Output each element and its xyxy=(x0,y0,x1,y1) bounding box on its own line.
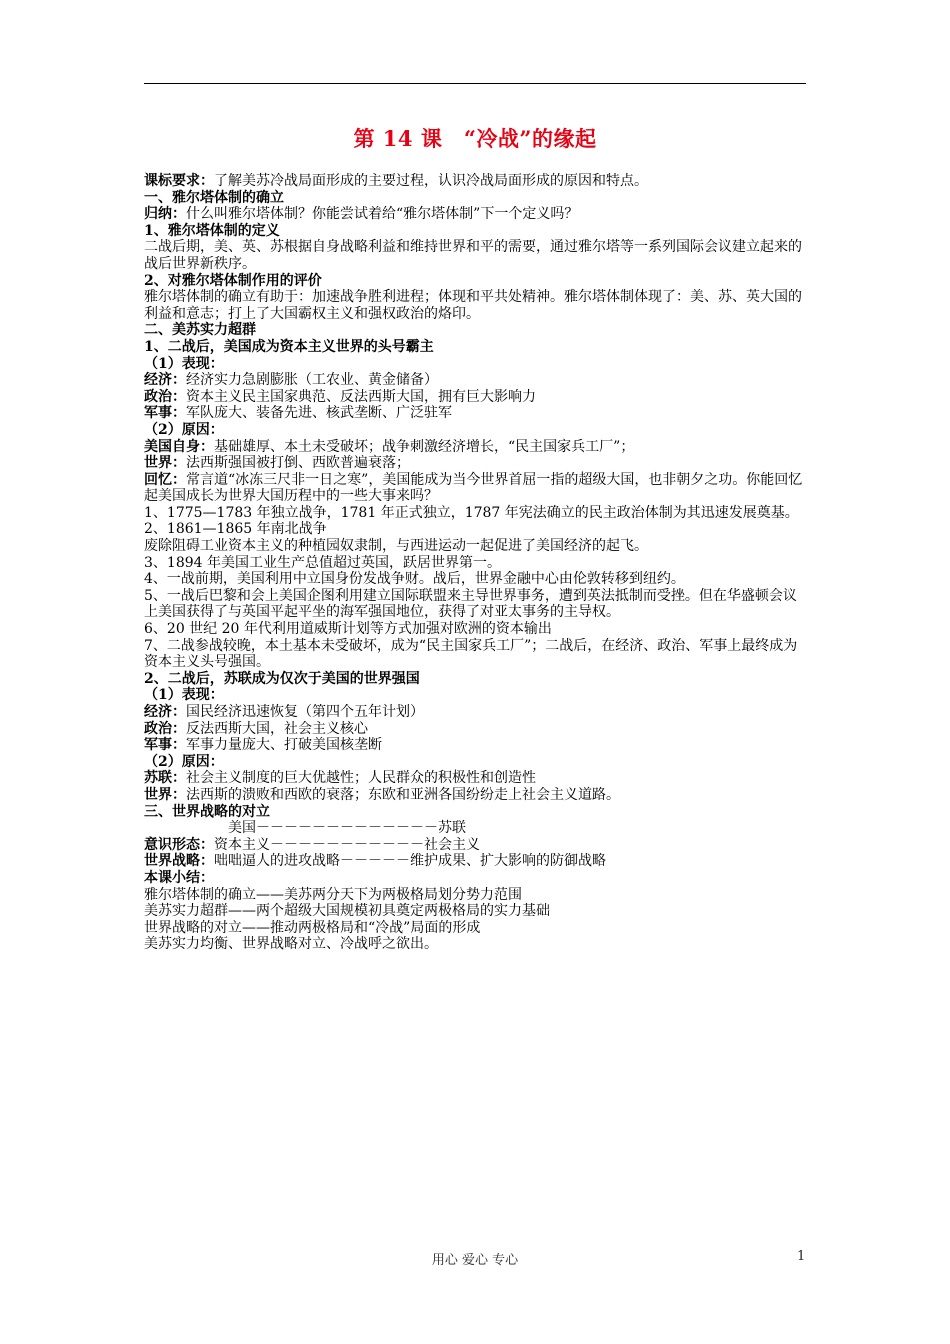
line-label: 归纳： xyxy=(144,206,186,223)
text-line xyxy=(144,239,808,272)
text-line xyxy=(144,206,808,223)
line-text: 5、一战后巴黎和会上美国企图利用建立国际联盟来主导世界事务，遭到英法抵制而受挫。但在华盛顿会议上美国获得了与英国平起平坐的海军强国地位，获得了对亚太事务的主导权。 xyxy=(144,587,797,621)
text-line xyxy=(144,571,808,588)
line-text: 美苏实力超群——两个超级大国规模初具奠定两极格局的实力基础 xyxy=(144,903,550,920)
line-label: 一、雅尔塔体制的确立 xyxy=(144,189,284,206)
text-line xyxy=(144,787,808,804)
text-line xyxy=(144,754,808,771)
line-text: 军队庞大、装备先进、核武垄断、广泛驻军 xyxy=(186,405,452,422)
line-text: 资本主义民主国家典范、反法西斯大国，拥有巨大影响力 xyxy=(186,388,536,405)
line-label: （1）表现： xyxy=(144,355,224,372)
text-line xyxy=(144,289,808,322)
line-label: 回忆： xyxy=(144,471,186,488)
line-text: 3、1894 年美国工业生产总值超过英国，跃居世界第一。 xyxy=(144,554,501,571)
text-line xyxy=(144,173,808,190)
line-label: 世界战略： xyxy=(144,853,214,870)
line-text: 咄咄逼人的进攻战略－－－－－维护成果、扩大影响的防御战略 xyxy=(214,853,606,870)
page-number: 1 xyxy=(797,1249,806,1264)
text-line xyxy=(144,422,808,439)
text-line xyxy=(144,555,808,572)
line-text: 法西斯的溃败和西欧的衰落；东欧和亚洲各国纷纷走上社会主义道路。 xyxy=(186,786,620,803)
line-label: 经济： xyxy=(144,704,186,720)
line-text: 法西斯强国被打倒、西欧普遍衰落； xyxy=(186,455,410,472)
text-line xyxy=(144,588,808,621)
line-text: 雅尔塔体制的确立有助于：加速战争胜利进程；体现和平共处精神。雅尔塔体制体现了：美、苏、英大国的利益和意志；打上了大国霸权主义和强权政治的烙印。 xyxy=(144,289,802,322)
text-line xyxy=(144,704,808,721)
text-line xyxy=(144,737,808,754)
line-label: 2、对雅尔塔体制作用的评价 xyxy=(144,272,322,289)
line-label: 2、二战后，苏联成为仅次于美国的世界强国 xyxy=(144,670,420,687)
line-label: （1）表现： xyxy=(144,687,224,704)
line-label: 世界： xyxy=(144,786,186,803)
text-line xyxy=(144,505,808,522)
text-line xyxy=(144,538,808,555)
text-line xyxy=(144,804,808,821)
page-title: 第 14 课 “冷战”的缘起 xyxy=(353,126,597,151)
line-label: 世界： xyxy=(144,455,186,472)
line-text: 废除阻碍工业资本主义的种植园奴隶制，与西进运动一起促进了美国经济的起飞。 xyxy=(144,538,648,555)
line-text: 7、二战参战较晚，本土基本未受破坏，成为“民主国家兵工厂”；二战后，在经济、政治、军事上最终成为资本主义头号强国。 xyxy=(144,637,798,671)
line-text: 二战后期，美、英、苏根据自身战略利益和维持世界和平的需要，通过雅尔塔等一系列国际会议建立起来的战后世界新秩序。 xyxy=(144,239,802,272)
line-text: 雅尔塔体制的确立——美苏两分天下为两极格局划分势力范围 xyxy=(144,886,522,903)
text-line xyxy=(144,621,808,638)
text-line xyxy=(144,853,808,870)
line-label: （2）原因： xyxy=(144,753,224,770)
text-line xyxy=(144,339,808,356)
text-line xyxy=(144,223,808,240)
text-line xyxy=(144,870,808,887)
line-text: 国民经济迅速恢复（第四个五年计划） xyxy=(186,704,424,720)
text-line xyxy=(144,405,808,422)
line-text: 反法西斯大国，社会主义核心 xyxy=(186,720,368,737)
line-label: 课标要求： xyxy=(144,173,214,189)
line-label: 美国自身： xyxy=(144,438,214,455)
text-line xyxy=(144,770,808,787)
text-line xyxy=(144,936,808,953)
text-line xyxy=(144,455,808,472)
line-text: 2、1861—1865 年南北战争 xyxy=(144,521,327,538)
line-label: 意识形态： xyxy=(144,836,214,853)
line-label: （2）原因： xyxy=(144,421,224,438)
text-line xyxy=(144,190,808,207)
line-text: 社会主义制度的巨大优越性；人民群众的积极性和创造性 xyxy=(186,770,536,787)
line-text: 资本主义－－－－－－－－－－－社会主义 xyxy=(214,836,480,853)
text-line xyxy=(144,837,808,854)
text-line xyxy=(144,322,808,339)
text-line xyxy=(144,273,808,290)
text-line xyxy=(144,903,808,920)
text-line xyxy=(144,521,808,538)
line-label: 政治： xyxy=(144,388,186,405)
line-text: 4、一战前期，美国利用中立国身份发战争财。战后，世界金融中心由伦敦转移到纽约。 xyxy=(144,571,685,588)
text-line xyxy=(144,721,808,738)
text-line xyxy=(144,372,808,389)
line-label: 二、美苏实力超群 xyxy=(144,322,256,339)
line-label: 军事： xyxy=(144,737,186,754)
line-text: 美苏实力均衡、世界战略对立、冷战呼之欲出。 xyxy=(144,936,438,953)
text-line xyxy=(144,687,808,704)
line-text: 什么叫雅尔塔体制？你能尝试着给“雅尔塔体制”下一个定义吗？ xyxy=(186,206,579,223)
line-text: 6、20 世纪 20 年代利用道威斯计划等方式加强对欧洲的资本输出 xyxy=(144,621,552,638)
line-label: 本课小结： xyxy=(144,869,214,886)
line-label: 三、世界战略的对立 xyxy=(144,803,270,820)
line-text: 美国－－－－－－－－－－－－－苏联 xyxy=(228,820,466,837)
line-text: 了解美苏冷战局面形成的主要过程，认识冷战局面形成的原因和特点。 xyxy=(214,173,648,189)
text-line xyxy=(144,820,808,837)
line-label: 军事： xyxy=(144,405,186,422)
text-line xyxy=(144,439,808,456)
line-text: 1、1775—1783 年独立战争，1781 年正式独立，1787 年宪法确立的民主政治体制为其迅速发展奠基。 xyxy=(144,504,799,521)
header-rule xyxy=(144,83,806,84)
line-label: 苏联： xyxy=(144,770,186,787)
text-line xyxy=(144,472,808,505)
text-line xyxy=(144,389,808,406)
line-label: 政治： xyxy=(144,720,186,737)
text-line xyxy=(144,671,808,688)
line-label: 经济： xyxy=(144,372,186,389)
line-label: 1、二战后，美国成为资本主义世界的头号霸主 xyxy=(144,338,434,355)
text-line xyxy=(144,356,808,373)
text-line xyxy=(144,887,808,904)
line-text: 基础雄厚、本土未受破坏；战争刺激经济增长，“民主国家兵工厂”； xyxy=(214,438,635,455)
line-text: 常言道“冰冻三尺非一日之寒”，美国能成为当今世界首屈一指的超级大国，也非朝夕之功。你能回忆起美国成长为世界大国历程中的一些大事来吗？ xyxy=(144,471,803,505)
document-body xyxy=(144,173,808,953)
text-line xyxy=(144,920,808,937)
line-label: 1、雅尔塔体制的定义 xyxy=(144,222,280,239)
text-line xyxy=(144,638,808,671)
line-text: 经济实力急剧膨胀（工农业、黄金储备） xyxy=(186,372,438,389)
line-text: 军事力量庞大、打破美国核垄断 xyxy=(186,737,382,754)
footer-text: 用心 爱心 专心 xyxy=(431,1253,519,1268)
line-text: 世界战略的对立——推动两极格局和“冷战”局面的形成 xyxy=(144,919,481,936)
